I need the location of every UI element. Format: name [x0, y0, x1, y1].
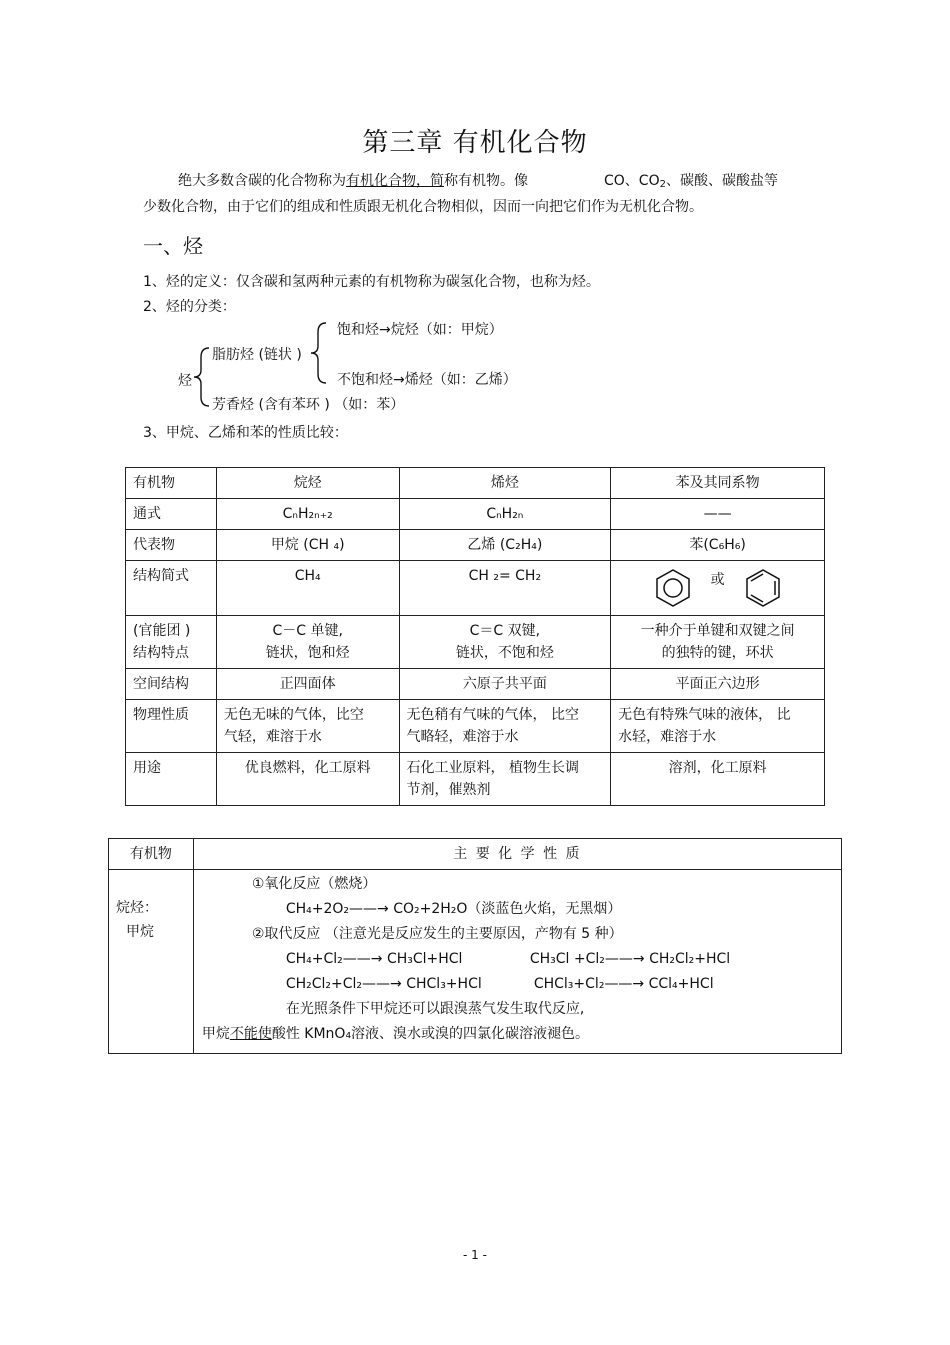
table-header-row: [126, 468, 825, 499]
brace-hydrocarbon-icon: [192, 345, 212, 409]
benzene-ring-circle-icon: [653, 568, 693, 608]
classification-heading: 2、烃的分类：: [143, 299, 236, 315]
intro-text-d: 、碳酸、碳酸盐等: [665, 173, 778, 189]
benzene-kekule-icon: [743, 568, 783, 608]
brace-aliphatic-icon: [308, 320, 330, 386]
cls-saturated: 饱和烃→烷烃（如：甲烷）: [337, 322, 503, 338]
header-cell: 有机物: [126, 468, 217, 499]
label-alkane: 烷烃：: [116, 900, 158, 916]
table-row: [126, 499, 825, 530]
row-label: [109, 870, 194, 1054]
table-cell: 优良燃料，化工原料: [216, 753, 399, 806]
reaction-substitution-heading: ②取代反应 （注意光是反应发生的主要原因，产物有 5 种）: [251, 926, 623, 942]
table-row: [126, 753, 825, 806]
row-label: 物理性质: [126, 700, 217, 753]
reaction-oxidation-heading: ①氧化反应（燃烧）: [251, 876, 377, 892]
table-cell: CₙH₂ₙ₊₂: [216, 499, 399, 530]
table-cell: C＝C 双键, 链状，不饱和烃: [399, 616, 611, 669]
intro-line1: [178, 170, 528, 190]
bromine-note: 在光照条件下甲烷还可以跟溴蒸气发生取代反应,: [285, 1001, 585, 1017]
compare-heading: 3、甲烷、乙烯和苯的性质比较：: [143, 425, 348, 441]
table-cell: 乙烯 (C₂H₄): [399, 530, 611, 561]
intro-line2: 少数化合物，由于它们的组成和性质跟无机化合物相似，因而一向把它们作为无机化合物。: [143, 199, 703, 215]
table-row: [126, 700, 825, 753]
substitution-step-2: CH₃Cl +Cl₂——→ CH₂Cl₂+HCl: [529, 951, 731, 967]
cls-aliphatic: 脂肪烃 (链状 ): [212, 347, 302, 363]
row-label: (官能团 ) 结构特点: [126, 616, 217, 669]
table-cell: CₙH₂ₙ: [399, 499, 611, 530]
intro-text-a: 绝大多数含碳的化合物称为: [178, 173, 346, 189]
intro-line1-end: [604, 170, 778, 190]
header-cell: 主 要 化 学 性 质: [193, 839, 841, 870]
table-cell: 苯(C₆H₆): [611, 530, 825, 561]
section-heading: 一、烃: [143, 234, 203, 258]
table-cell-benzene-structures: [611, 561, 825, 616]
substitution-step-3: CH₂Cl₂+Cl₂——→ CHCl₃+HCl: [285, 976, 482, 992]
table-row: [126, 530, 825, 561]
page-number: - 1 -: [463, 1248, 487, 1262]
table-cell: 无色有特殊气味的液体， 比 水轻，难溶于水: [611, 700, 825, 753]
table-cell: 溶剂，化工原料: [611, 753, 825, 806]
properties-cell: [193, 870, 841, 1054]
intro-text-b: 称有机物。像: [444, 173, 528, 189]
table-cell: CH ₂= CH₂: [399, 561, 611, 616]
intro-underlined: 有机化合物，简: [346, 173, 444, 189]
table-cell: 石化工业原料， 植物生长调 节剂，催熟剂: [399, 753, 611, 806]
row-label: 用途: [126, 753, 217, 806]
methane-stability-note: 甲烷不能使酸性 KMnO₄溶液、溴水或溴的四氯化碳溶液褪色。: [201, 1026, 590, 1042]
table-cell: 六原子共平面: [399, 669, 611, 700]
header-cell: 烯烃: [399, 468, 611, 499]
table-cell: 正四面体: [216, 669, 399, 700]
table-cell: 无色无味的气体，比空 气轻，难溶于水: [216, 700, 399, 753]
substitution-line-2: [194, 972, 841, 997]
comparison-table: [125, 467, 825, 806]
page-title: 第三章 有机化合物: [362, 128, 588, 158]
row-label: 空间结构: [126, 669, 217, 700]
chemical-properties-table: [108, 838, 842, 1054]
table-cell: CH₄: [216, 561, 399, 616]
label-methane: 甲烷: [126, 924, 154, 940]
cls-root: 烃: [178, 373, 192, 389]
substitution-step-4: CHCl₃+Cl₂——→ CCl₄+HCl: [533, 976, 714, 992]
substitution-step-1: CH₄+Cl₂——→ CH₃Cl+HCl: [285, 951, 463, 967]
row-label: 通式: [126, 499, 217, 530]
table-cell: 甲烷 (CH ₄): [216, 530, 399, 561]
table-row: [109, 870, 842, 1054]
definition: 1、烃的定义：仅含碳和氢两种元素的有机物称为碳氢化合物，也称为烃。: [143, 274, 600, 290]
intro-co: CO、CO: [604, 173, 660, 189]
cls-unsaturated: 不饱和烃→烯烃（如：乙烯）: [337, 372, 517, 388]
table-row: [126, 669, 825, 700]
reaction-combustion: CH₄+2O₂——→ CO₂+2H₂O（淡蓝色火焰，无黑烟）: [285, 901, 622, 917]
table-header-row: [109, 839, 842, 870]
table-cell: 平面正六边形: [611, 669, 825, 700]
cls-aromatic: 芳香烃 (含有苯环 ) （如：苯）: [212, 397, 405, 413]
header-cell: 有机物: [109, 839, 194, 870]
or-label: 或: [710, 572, 725, 588]
row-label: 结构简式: [126, 561, 217, 616]
table-cell: 无色稍有气味的气体， 比空 气略轻，难溶于水: [399, 700, 611, 753]
table-row: [126, 616, 825, 669]
row-label: 代表物: [126, 530, 217, 561]
table-cell: ——: [611, 499, 825, 530]
substitution-line-1: [194, 947, 841, 972]
table-cell: 一种介于单键和双键之间 的独特的键，环状: [611, 616, 825, 669]
table-row: [126, 561, 825, 616]
header-cell: 苯及其同系物: [611, 468, 825, 499]
intro-co-sub: 2: [659, 179, 666, 190]
table-cell: C－C 单键, 链状，饱和烃: [216, 616, 399, 669]
header-cell: 烷烃: [216, 468, 399, 499]
